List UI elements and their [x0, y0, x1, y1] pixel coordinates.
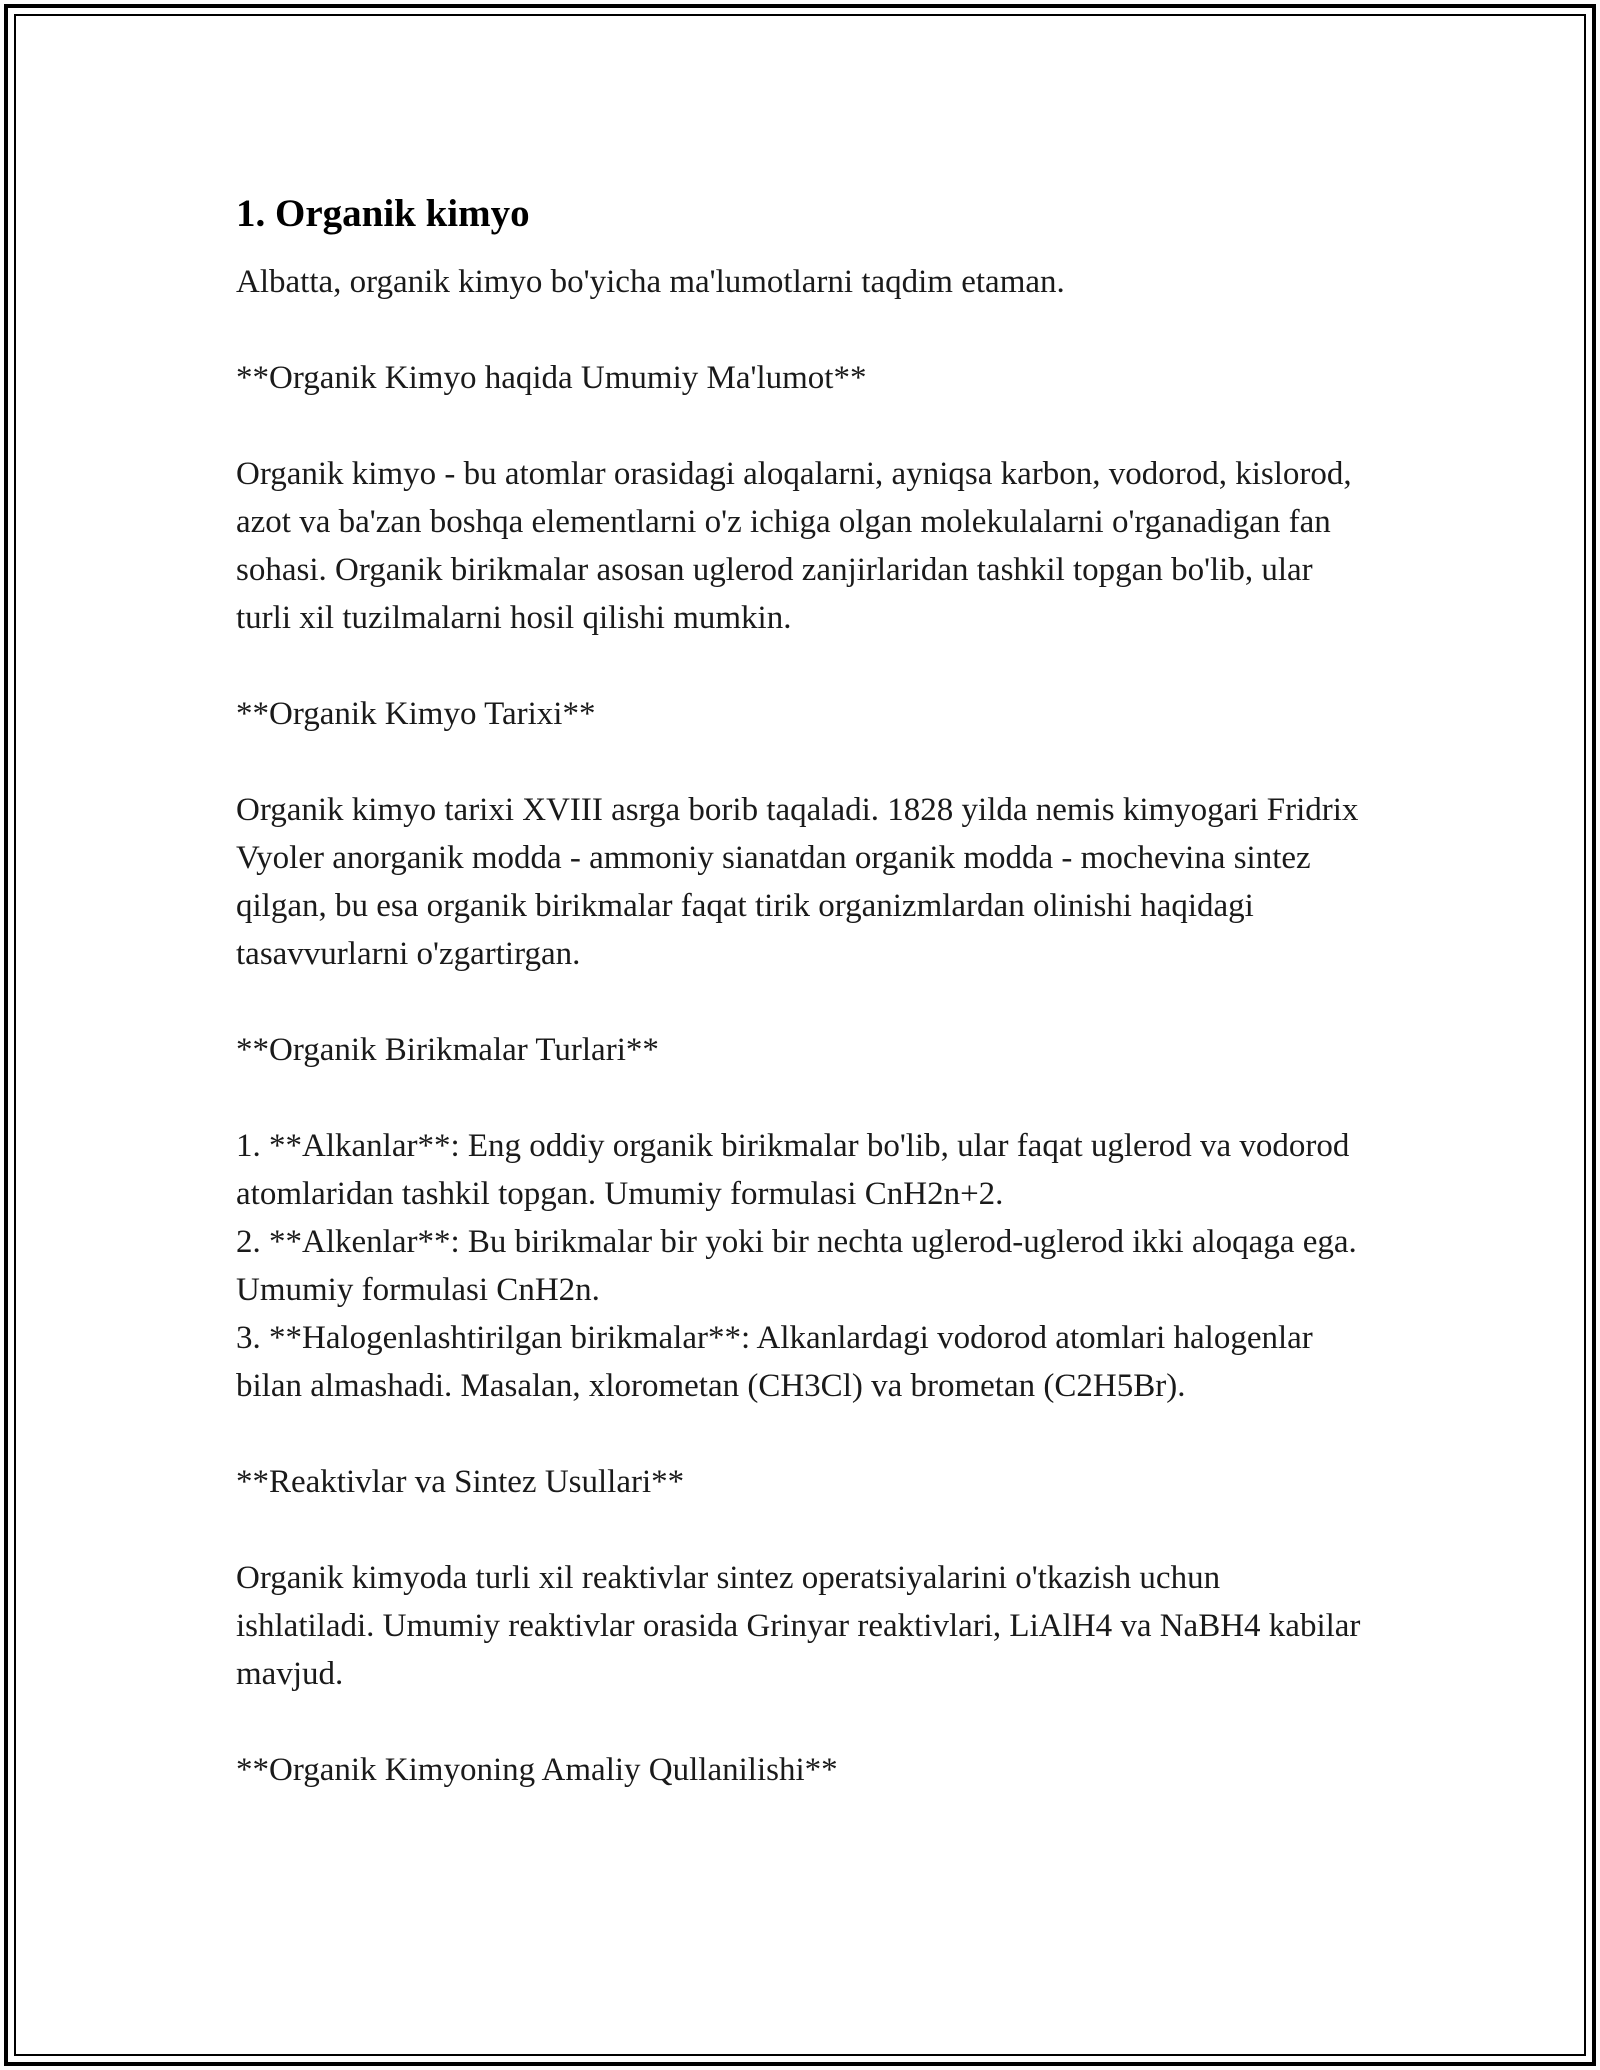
intro-paragraph: Albatta, organik kimyo bo'yicha ma'lumotlarni taqdim etaman. — [236, 264, 1065, 300]
section-heading-applications: **Organik Kimyoning Amaliy Qullanilishi** — [236, 1752, 838, 1788]
section-body-reagents: Organik kimyoda turli xil reaktivlar sintez operatsiyalarini o'tkazish uchun ishlatiladi. Umumiy reaktivlar orasida Grinyar reaktivlari, LiAlH4 va NaBH4 kabilar mavjud. — [236, 1560, 1369, 1692]
list-item-halogenated: 3. **Halogenlashtirilgan birikmalar**: Alkanlardagi vodorod atomlari halogenlar bilan almashadi. Masalan, xlorometan (CH3Cl) va brometan (C2H5Br). — [236, 1320, 1313, 1404]
list-item-alkenes: 2. **Alkenlar**: Bu birikmalar bir yoki bir nechta uglerod-uglerod ikki aloqaga ega. Umumiy formulasi CnH2n. — [236, 1224, 1357, 1308]
section-body-history: Organik kimyo tarixi XVIII asrga borib taqaladi. 1828 yilda nemis kimyogari Fridrix Vyoler anorganik modda - ammoniy sianatdan organik modda - mochevina sintez qilgan, bu esa organik birikmalar faqat tirik organizmlardan olinishi haqidagi tasavvurlarni o'zgartirgan. — [236, 792, 1367, 972]
section-heading-history: **Organik Kimyo Tarixi** — [236, 696, 596, 732]
section-heading-general: **Organik Kimyo haqida Umumiy Ma'lumot** — [236, 360, 867, 396]
section-heading-reagents: **Reaktivlar va Sintez Usullari** — [236, 1464, 685, 1500]
section-body-general: Organik kimyo - bu atomlar orasidagi aloqalarni, ayniqsa karbon, vodorod, kislorod, azot va ba'zan boshqa elementlarni o'z ichiga olgan molekulalarni o'rganadigan fan sohasi. Organik birikmalar asosan uglerod zanjirlaridan tashkil topgan bo'lib, ular turli xil tuzilmalarni hosil qilishi mumkin. — [236, 456, 1360, 636]
list-item-alkanes: 1. **Alkanlar**: Eng oddiy organik birikmalar bo'lib, ular faqat uglerod va vodorod atomlaridan tashkil topgan. Umumiy formulasi CnH2n+2. — [236, 1128, 1350, 1212]
compound-types-list — [236, 1122, 1366, 1410]
document-title: 1. Organik kimyo — [236, 192, 530, 235]
document-body — [236, 186, 1369, 1794]
section-heading-compound-types: **Organik Birikmalar Turlari** — [236, 1032, 659, 1068]
